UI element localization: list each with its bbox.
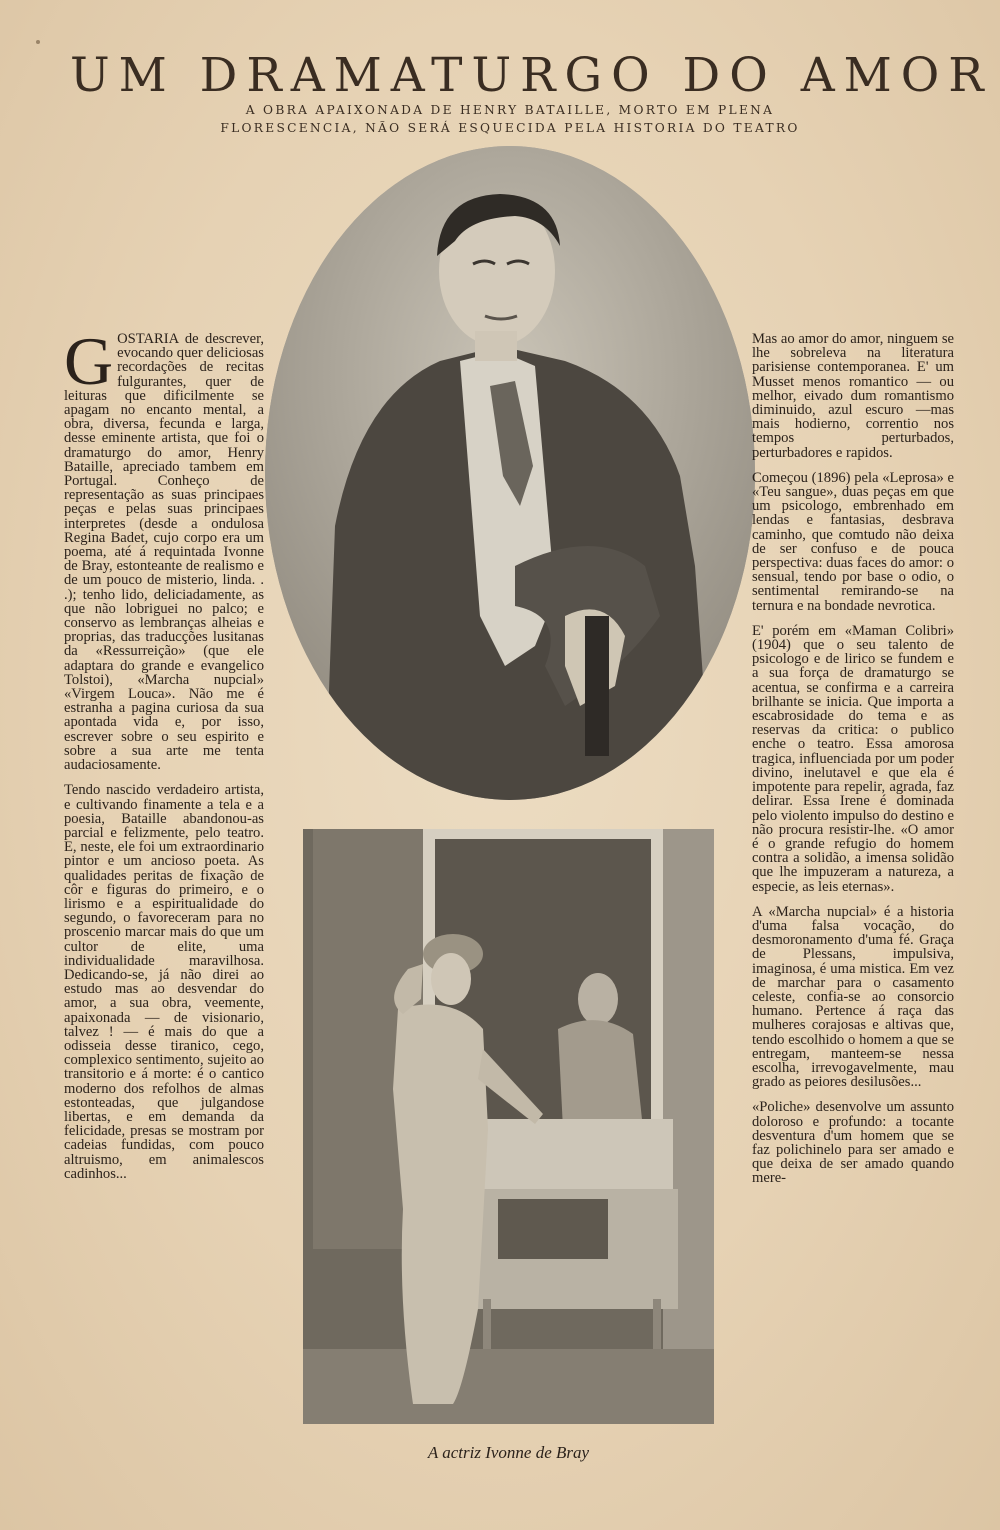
- drop-cap: G: [64, 323, 114, 399]
- left-column: [64, 323, 264, 1192]
- portrait-illustration: [265, 146, 755, 800]
- article-title: UM DRAMATURGO DO AMOR: [70, 48, 993, 103]
- right-paragraph-1: Mas ao amor do amor, ninguem se lhe sobreleva na literatura parisiense contemporanea. E' um Musset menos romantico — ou melhor, eivado dum romantismo diminuido, azul escuro —mas mais hodierno, correntio nos tempos perturbados, perturbadores e rapidos.: [752, 331, 954, 461]
- article-subtitle: A OBRA APAIXONADA DE HENRY BATAILLE, MORTO EM PLENA FLORESCENCIA, NÃO SERÁ ESQUECIDA PELA HISTORIA DO TEATRO: [220, 103, 800, 135]
- page-mark: [36, 40, 40, 44]
- portrait-photo: [265, 146, 755, 800]
- left-paragraph-2: Tendo nascido verdadeiro artista, e cultivando finamente a tela e a poesia, Bataille abandonou-as parcial e felizmente, pelo teatro. E, neste, ele foi um extraordinario pintor e um ancioso poeta. As qualidades peritas de fixação de côr e figuras do primeiro, e o lirismo e a espiritualidade do segundo, o favoreceram para no proscenio marcar mais do que um cultor de elite, uma individualidade maravilhosa. Dedicando-se, já não direi ao estudo mas ao desvendar do amor, a sua obra, veemente, apaixonada — de visionario, talvez ! — é mais do que a odisseia desse tiranico, cego, complexico sentimento, sujeito ao transitorio e á morte: é o cantico moderno dos refolhos de almas estonteadas, que julgandose libertas, e em demanda da felicidade, presas se mostram por cadeias fundidas, com pouco altruismo, em animalescos cadinhos...: [64, 782, 264, 1182]
- right-column: [752, 332, 954, 1197]
- actress-illustration: [303, 829, 714, 1424]
- actress-photo: [303, 829, 714, 1424]
- right-paragraph-2: Começou (1896) pela «Leprosa» e «Teu sangue», duas peças em que um psicologo, embrenhado em lendas e fantasias, desbrava caminho, que comtudo não deixa de ser confuso e de pouca perspectiva: duas faces do amor: o sensual, tendo por base o odio, o sentimental remirando-se na ternura e na bondade nevrotica.: [752, 469, 954, 614]
- right-paragraph-3: E' porém em «Maman Colibri» (1904) que o seu talento de psicologo e de lirico se fundem e a sua força de dramaturgo se acentua, se confirma e a carreira brilhante se inicia. Que importa a escabrosidade do tema e as reservas da critica: o publico enche o teatro. Essa amorosa tragica, influenciada por um poder divino, inelutavel e que ela é impotente para repelir, agrada, faz delirar. Essa Irene é dominada pelo violento impulso do destino e não procura resistir-lhe. «O amor é o grande refugio do homem contra a solidão, a imensa solidão que lhe impuzeram a natureza, a especie, as leis eternas».: [752, 622, 954, 895]
- left-paragraph-1: [64, 323, 264, 774]
- photo-caption: A actriz Ivonne de Bray: [427, 1443, 590, 1462]
- right-paragraph-5: «Poliche» desenvolve um assunto doloroso e profundo: a tocante desventura d'um homem que se faz polichinelo para ser amado e que deixa de ser amado quando mere-: [752, 1099, 954, 1187]
- right-paragraph-4: A «Marcha nupcial» é a historia d'uma falsa vocação, do desmoronamento d'uma fé. Graça de Plessans, impulsiva, imaginosa, é uma mistica. Em vez de marchar para o casamento celeste, confia-se ao consorcio humano. Pertence á raça das mulheres corajosas e altivas que, tendo escolhido o homem a que se entregam, manteem-se nessa escolha, irrevogavelmente, mau grado as peiores desilusões...: [752, 903, 954, 1091]
- left-paragraph-1-text: OSTARIA de descrever, evocando quer deliciosas recordações de recitas fulgurantes, quer de leituras que dificilmente se apagam no encanto mental, a obra, diversa, fecunda e larga, desse eminente artista, que foi o dramaturgo do amor, Henry Bataille, apreciado tambem em Portugal. Conheço de representação as suas principaes peças e pelas suas principaes interpretes (desde a ondulosa Regina Badet, cujo corpo era um poema, até á requintada Ivonne de Bray, estonteante de realismo e de um pouco de misterio, linda. . .); tenho lido, deliciadamente, as que não lobriguei no palco; e conservo as lembranças alheias e proprias, das traducções lusitanas da «Ressurreição» (que ele adaptara do grande e evangelico Tolstoi), «Marcha nupcial» «Virgem Louca». Não me é estranha a pagina curiosa da sua apontada vida e, por isso, escrever sobre o seu espirito e sobre a sua arte me tenta audaciosamente.: [64, 331, 264, 774]
